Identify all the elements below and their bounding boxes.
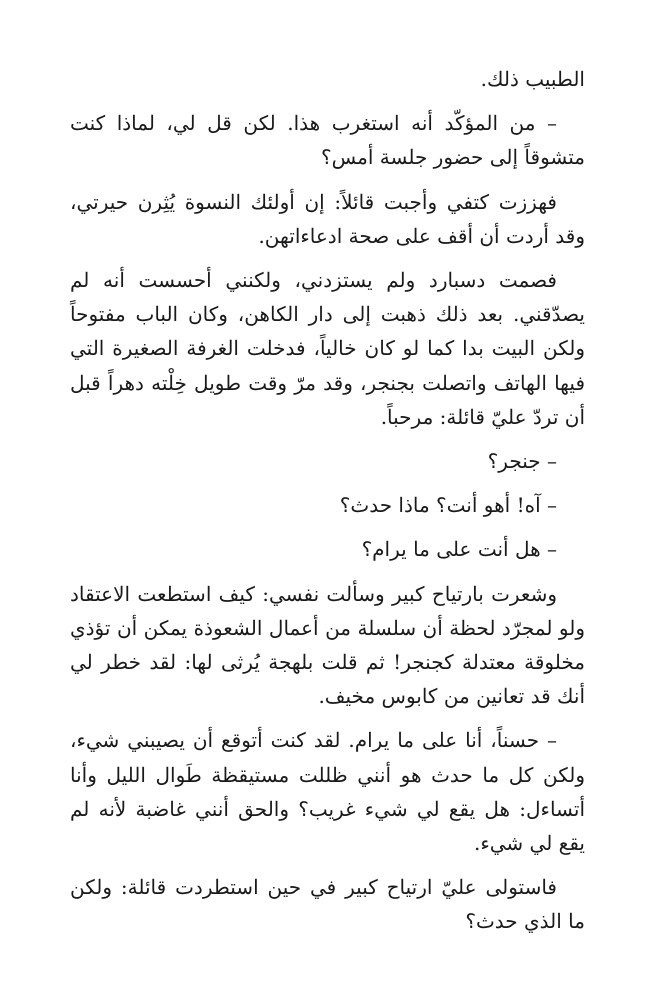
paragraph-8: وشعرت بارتياح كبير وسألت نفسي: كيف استطعت الاعتقاد ولو لمجرّد لحظة أن سلسلة من أعمال الشعوذة يمكن أن تؤذي مخلوقة معتدلة كجنجر! ثم قلت بلهجة يُرثى لها: لقد خطر لي أنك قد تعانين من كابوس مخيف.	[70, 581, 585, 709]
paragraph-2: – من المؤكّد أنه استغرب هذا. لكن قل لي، لماذا كنت متشوقاً إلى حضور جلسة أمس؟	[70, 111, 585, 170]
paragraph-7: – هل أنت على ما يرام؟	[361, 537, 557, 562]
paragraph-4: فصمت دسبارد ولم يستزدني، ولكنني أحسست أنه لم يصدّقني. بعد ذلك ذهبت إلى دار الكاهن، وكان الباب مفتوحاً ولكن البيت بدا كما لو كان خالياً، فدخلت الغرفة الصغيرة التي فيها الهاتف واتصلت بجنجر، وقد مرّ وقت طويل خِلْته دهراً قبل أن تردّ عليّ قائلة: مرحباً.	[70, 268, 585, 429]
paragraph-6: – آه! أهو أنت؟ ماذا حدث؟	[339, 493, 557, 518]
paragraph-5: – جنجر؟	[487, 449, 557, 474]
paragraph-1: الطبيب ذلك.	[480, 67, 585, 91]
paragraph-9: – حسناً، أنا على ما يرام. لقد كنت أتوقع أن يصيبني شيء، ولكن كل ما حدث هو أنني ظللت مستيقظة طَوال الليل وأنا أتساءل: هل يقع لي شيء غريب؟ والحق أنني غاضبة لأنه لم يقع لي شيء.	[70, 728, 585, 856]
paragraph-10: فاستولى عليّ ارتياح كبير في حين استطردت قائلة: ولكن ما الذي حدث؟	[70, 875, 585, 934]
paragraph-3: فهززت كتفي وأجبت قائلاً: إن أولئك النسوة يُثِرن حيرتي، وقد أردت أن أقف على صحة ادعاءاتهن.	[70, 189, 585, 248]
